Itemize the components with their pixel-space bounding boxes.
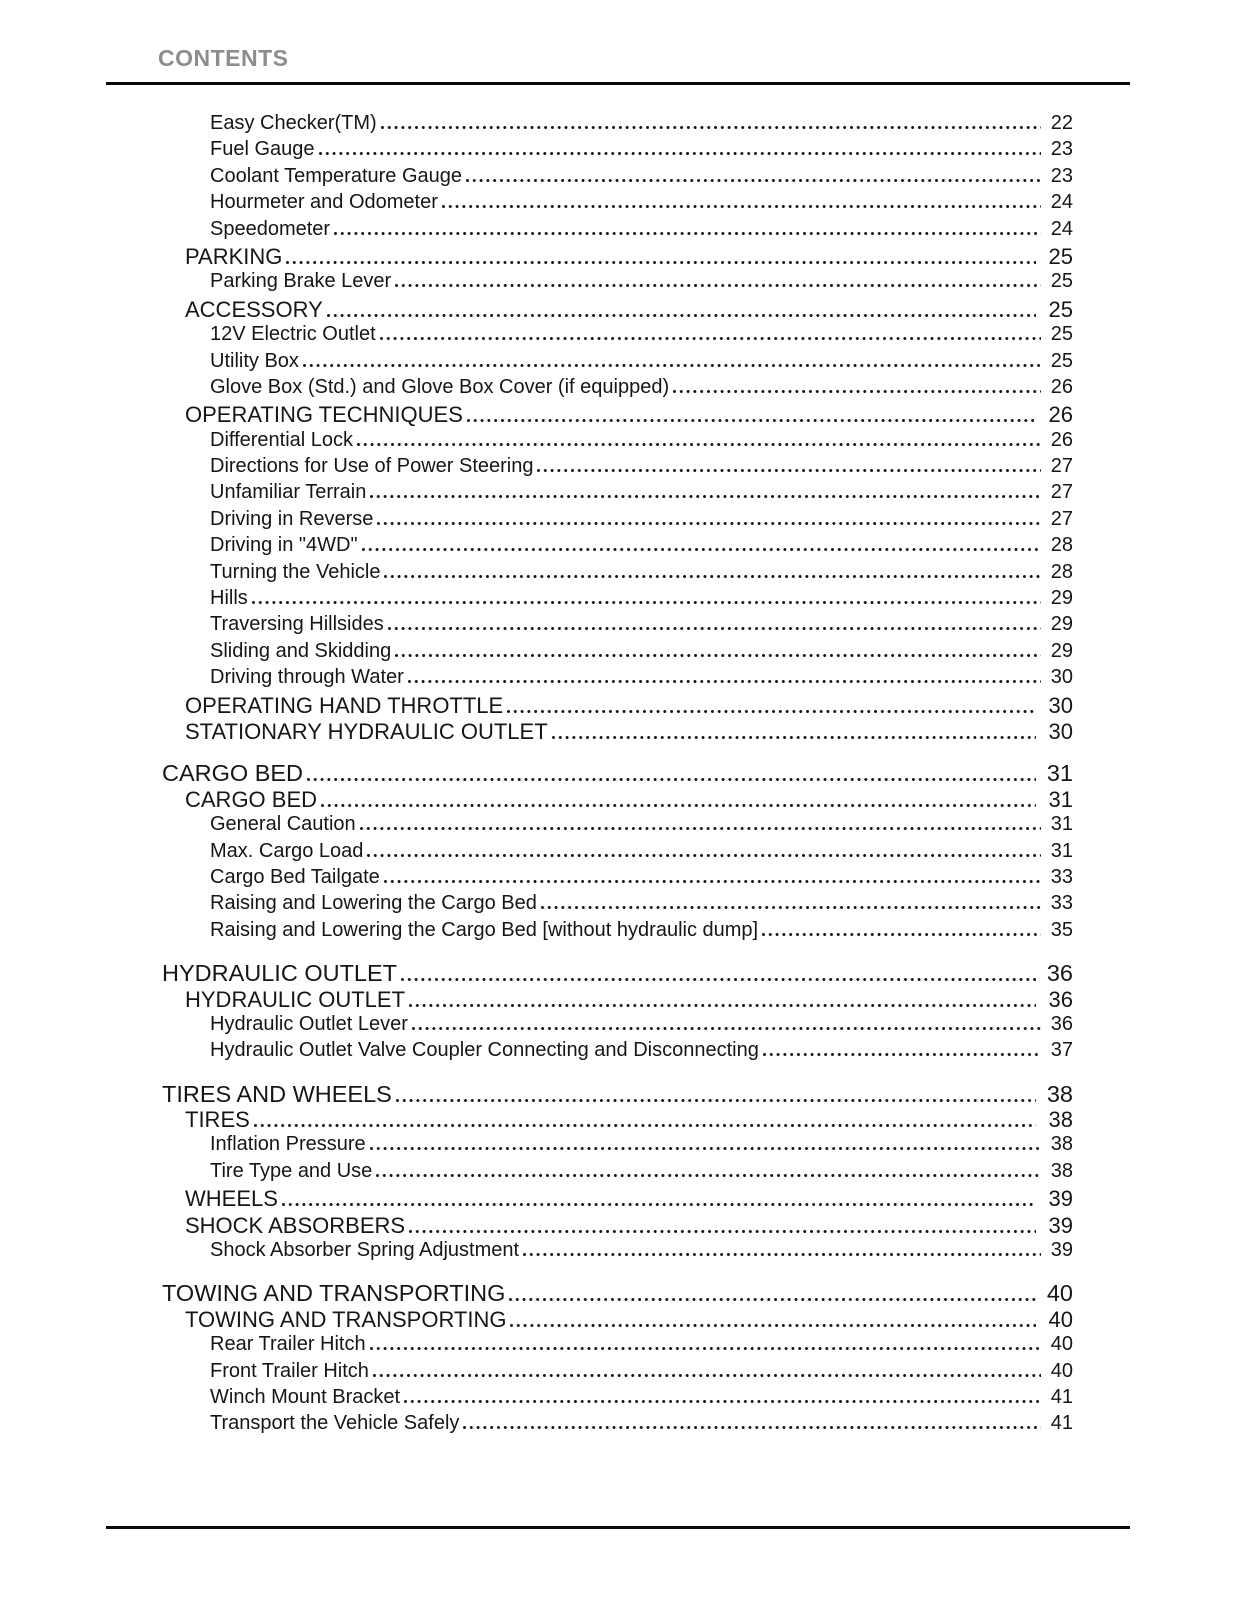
toc-entry-page: 38 xyxy=(1050,1159,1073,1182)
dot-leader xyxy=(388,627,1041,630)
toc-entry-label: Hydraulic Outlet Valve Coupler Connecting and Disconnecting xyxy=(210,1039,759,1062)
dot-leader xyxy=(384,880,1041,883)
toc-entry-label: Unfamiliar Terrain xyxy=(210,481,367,504)
toc-entry xyxy=(106,760,1130,786)
dot-leader xyxy=(507,710,1036,713)
dot-leader xyxy=(762,933,1041,936)
dot-leader xyxy=(401,978,1036,981)
toc-entry xyxy=(106,1160,1130,1186)
dot-leader xyxy=(463,1426,1041,1429)
dot-leader xyxy=(442,205,1041,208)
dot-leader xyxy=(282,1203,1036,1206)
toc-entry xyxy=(106,787,1130,813)
toc-entry-label: ACCESSORY xyxy=(185,296,323,322)
toc-entry xyxy=(106,138,1130,164)
dot-leader xyxy=(467,419,1036,422)
toc-entry xyxy=(106,218,1130,244)
toc-entry-label: Driving in "4WD" xyxy=(210,534,358,557)
dot-leader xyxy=(541,906,1041,909)
toc-entry xyxy=(106,350,1130,376)
dot-leader xyxy=(334,232,1041,235)
toc-entry-label: Sliding and Skidding xyxy=(210,639,392,662)
toc-entry-page: 29 xyxy=(1050,613,1073,636)
toc-entry-label: WHEELS xyxy=(185,1186,278,1212)
dot-leader xyxy=(319,152,1041,155)
dot-leader xyxy=(404,1400,1041,1403)
toc-entry-label: Glove Box (Std.) and Glove Box Cover (if equipped) xyxy=(210,375,670,398)
toc-entry-label: Raising and Lowering the Cargo Bed [without hydraulic dump] xyxy=(210,918,759,941)
toc-entry-page: 25 xyxy=(1050,323,1073,346)
toc-entry xyxy=(106,323,1130,349)
toc-entry xyxy=(106,402,1130,428)
toc-entry xyxy=(106,1239,1130,1265)
toc-entry xyxy=(106,640,1130,666)
toc-entry xyxy=(106,719,1130,745)
toc-entry-page: 35 xyxy=(1050,918,1073,941)
toc-entry xyxy=(106,297,1130,323)
toc-entry xyxy=(106,508,1130,534)
toc-entry xyxy=(106,1133,1130,1159)
toc-entry-page: 31 xyxy=(1050,813,1073,836)
toc-entry xyxy=(106,191,1130,217)
toc-entry xyxy=(106,1186,1130,1212)
toc-entry-page: 25 xyxy=(1050,270,1073,293)
toc-entry xyxy=(106,987,1130,1013)
toc-entry-page: 40 xyxy=(1048,1306,1073,1332)
toc-entry xyxy=(106,840,1130,866)
toc-entry xyxy=(106,613,1130,639)
toc-entry-label: STATIONARY HYDRAULIC OUTLET xyxy=(185,718,548,744)
toc-entry-page: 25 xyxy=(1048,296,1073,322)
dot-leader xyxy=(303,364,1041,367)
dot-leader xyxy=(466,179,1041,182)
toc-entry xyxy=(106,960,1130,986)
dot-leader xyxy=(509,1298,1036,1301)
toc-entry-page: 33 xyxy=(1050,865,1073,888)
toc-entry-page: 26 xyxy=(1048,402,1073,428)
toc-entry xyxy=(106,866,1130,892)
toc-entry-page: 31 xyxy=(1048,786,1073,812)
dot-leader xyxy=(373,1374,1041,1377)
toc-entry-label: PARKING xyxy=(185,243,283,269)
toc-entry-label: Coolant Temperature Gauge xyxy=(210,164,463,187)
toc-entry xyxy=(106,813,1130,839)
toc-entry-label: TOWING AND TRANSPORTING xyxy=(185,1306,507,1332)
dot-leader xyxy=(537,469,1041,472)
toc-entry-label: Tire Type and Use xyxy=(210,1159,373,1182)
toc-entry-label: CARGO BED xyxy=(162,760,304,787)
toc-entry-label: Fuel Gauge xyxy=(210,138,315,161)
toc-entry xyxy=(106,1081,1130,1107)
toc-entry-page: 37 xyxy=(1050,1039,1073,1062)
dot-leader xyxy=(395,654,1041,657)
toc-entry-label: SHOCK ABSORBERS xyxy=(185,1212,406,1238)
dot-leader xyxy=(357,443,1041,446)
toc-entry xyxy=(106,693,1130,719)
dot-leader xyxy=(252,601,1041,604)
header-divider xyxy=(106,82,1130,85)
dot-leader xyxy=(396,1099,1036,1102)
toc-entry-page: 28 xyxy=(1050,534,1073,557)
dot-leader xyxy=(510,1324,1036,1327)
toc-entry xyxy=(106,1280,1130,1306)
dot-leader xyxy=(327,314,1036,317)
dot-leader xyxy=(395,284,1041,287)
toc-entry-page: 36 xyxy=(1048,986,1073,1012)
toc-entry-page: 39 xyxy=(1050,1239,1073,1262)
dot-leader xyxy=(360,827,1041,830)
toc-entry-label: Utility Box xyxy=(210,349,299,372)
footer-divider xyxy=(106,1526,1130,1529)
toc-entry-page: 25 xyxy=(1050,349,1073,372)
toc-entry-label: HYDRAULIC OUTLET xyxy=(185,986,406,1012)
toc-entry xyxy=(106,1213,1130,1239)
toc-entry-page: 30 xyxy=(1050,666,1073,689)
toc-entry xyxy=(106,1013,1130,1039)
toc-entry-page: 30 xyxy=(1048,718,1073,744)
toc-entry-label: Hourmeter and Odometer xyxy=(210,191,438,214)
toc-entry-label: General Caution xyxy=(210,813,356,836)
dot-leader xyxy=(321,804,1036,807)
dot-leader xyxy=(370,1147,1041,1150)
toc-entry-page: 33 xyxy=(1050,892,1073,915)
dot-leader xyxy=(412,1027,1041,1030)
toc-entry-page: 29 xyxy=(1050,587,1073,610)
toc-entry-page: 36 xyxy=(1046,960,1073,987)
dot-leader xyxy=(367,854,1041,857)
toc-entry-label: Hydraulic Outlet Lever xyxy=(210,1012,408,1035)
toc-entry xyxy=(106,587,1130,613)
toc-entry-label: OPERATING TECHNIQUES xyxy=(185,402,463,428)
toc-entry-label: Inflation Pressure xyxy=(210,1133,366,1156)
toc-entry-page: 31 xyxy=(1050,839,1073,862)
dot-leader xyxy=(377,522,1041,525)
toc-entry xyxy=(106,455,1130,481)
toc-entry-page: 30 xyxy=(1048,692,1073,718)
toc-entry xyxy=(106,1107,1130,1133)
toc-entry xyxy=(106,1386,1130,1412)
toc-entry xyxy=(106,534,1130,560)
toc-entry-label: Raising and Lowering the Cargo Bed xyxy=(210,892,537,915)
toc-entry-page: 24 xyxy=(1050,217,1073,240)
dot-leader xyxy=(408,680,1041,683)
toc-entry-label: Max. Cargo Load xyxy=(210,839,364,862)
toc-entry-label: Shock Absorber Spring Adjustment xyxy=(210,1239,520,1262)
dot-leader xyxy=(380,337,1041,340)
toc-entry xyxy=(106,165,1130,191)
dot-leader xyxy=(763,1053,1041,1056)
toc-entry-page: 25 xyxy=(1048,243,1073,269)
toc-entry xyxy=(106,270,1130,296)
dot-leader xyxy=(409,1230,1036,1233)
toc-entry xyxy=(106,1333,1130,1359)
toc-entry-label: Winch Mount Bracket xyxy=(210,1385,401,1408)
dot-leader xyxy=(409,1004,1036,1007)
dot-leader xyxy=(307,778,1036,781)
toc-entry xyxy=(106,919,1130,945)
toc-entry-page: 28 xyxy=(1050,560,1073,583)
toc-entry-label: HYDRAULIC OUTLET xyxy=(162,960,398,987)
toc-entry-page: 22 xyxy=(1050,112,1073,134)
toc-entry-page: 39 xyxy=(1048,1186,1073,1212)
toc-entry-label: Cargo Bed Tailgate xyxy=(210,865,380,888)
toc-entry-label: Traversing Hillsides xyxy=(210,613,384,636)
toc-entry-label: Directions for Use of Power Steering xyxy=(210,455,534,478)
toc-entry-label: Driving through Water xyxy=(210,666,404,689)
toc-entry-page: 40 xyxy=(1050,1359,1073,1382)
toc-entry-page: 23 xyxy=(1050,138,1073,161)
dot-leader xyxy=(286,261,1036,264)
toc-entry-label: Front Trailer Hitch xyxy=(210,1359,369,1382)
toc-entry-page: 38 xyxy=(1048,1107,1073,1133)
toc-entry-label: 12V Electric Outlet xyxy=(210,323,376,346)
page-header-title: CONTENTS xyxy=(158,45,289,71)
toc-entry xyxy=(106,376,1130,402)
dot-leader xyxy=(254,1124,1036,1127)
toc-entry-page: 23 xyxy=(1050,164,1073,187)
toc-entry-label: Driving in Reverse xyxy=(210,507,374,530)
toc-entry-label: Rear Trailer Hitch xyxy=(210,1333,366,1356)
toc-entry-page: 27 xyxy=(1050,455,1073,478)
toc-entry xyxy=(106,481,1130,507)
toc-entry-page: 38 xyxy=(1046,1080,1073,1107)
dot-leader xyxy=(370,495,1041,498)
toc-entry-page: 36 xyxy=(1050,1012,1073,1035)
toc-entry-label: Hills xyxy=(210,587,248,610)
toc-entry-page: 26 xyxy=(1050,375,1073,398)
dot-leader xyxy=(362,548,1041,551)
table-of-contents xyxy=(106,112,1130,1439)
toc-entry-page: 27 xyxy=(1050,481,1073,504)
dot-leader xyxy=(384,575,1041,578)
toc-entry-label: CARGO BED xyxy=(185,786,318,812)
toc-entry-label: Transport the Vehicle Safely xyxy=(210,1412,460,1435)
toc-entry-label: Easy Checker(TM) xyxy=(210,112,377,134)
toc-entry-page: 40 xyxy=(1050,1333,1073,1356)
toc-entry-label: TOWING AND TRANSPORTING xyxy=(162,1280,506,1307)
toc-entry-page: 38 xyxy=(1050,1133,1073,1156)
toc-entry xyxy=(106,244,1130,270)
toc-entry xyxy=(106,561,1130,587)
toc-entry-page: 41 xyxy=(1050,1412,1073,1435)
toc-entry xyxy=(106,1360,1130,1386)
toc-entry-page: 41 xyxy=(1050,1385,1073,1408)
toc-entry xyxy=(106,429,1130,455)
toc-entry-label: OPERATING HAND THROTTLE xyxy=(185,692,504,718)
toc-entry-label: Turning the Vehicle xyxy=(210,560,381,583)
toc-entry-page: 27 xyxy=(1050,507,1073,530)
toc-entry-label: TIRES AND WHEELS xyxy=(162,1080,392,1107)
toc-entry-label: Speedometer xyxy=(210,217,331,240)
toc-entry xyxy=(106,1412,1130,1438)
toc-entry-page: 24 xyxy=(1050,191,1073,214)
toc-entry xyxy=(106,1039,1130,1065)
toc-entry-page: 39 xyxy=(1048,1212,1073,1238)
toc-entry xyxy=(106,1307,1130,1333)
toc-entry-label: Parking Brake Lever xyxy=(210,270,392,293)
toc-entry-page: 40 xyxy=(1046,1280,1073,1307)
toc-entry-label: TIRES xyxy=(185,1107,250,1133)
toc-entry xyxy=(106,666,1130,692)
dot-leader xyxy=(673,390,1041,393)
dot-leader xyxy=(523,1253,1041,1256)
toc-entry-page: 26 xyxy=(1050,428,1073,451)
toc-entry-page: 31 xyxy=(1046,760,1073,787)
dot-leader xyxy=(552,736,1036,739)
dot-leader xyxy=(376,1174,1041,1177)
dot-leader xyxy=(381,126,1041,129)
toc-entry-label: Differential Lock xyxy=(210,428,354,451)
toc-entry xyxy=(106,892,1130,918)
toc-entry xyxy=(106,112,1130,138)
toc-entry-page: 29 xyxy=(1050,639,1073,662)
dot-leader xyxy=(370,1347,1041,1350)
